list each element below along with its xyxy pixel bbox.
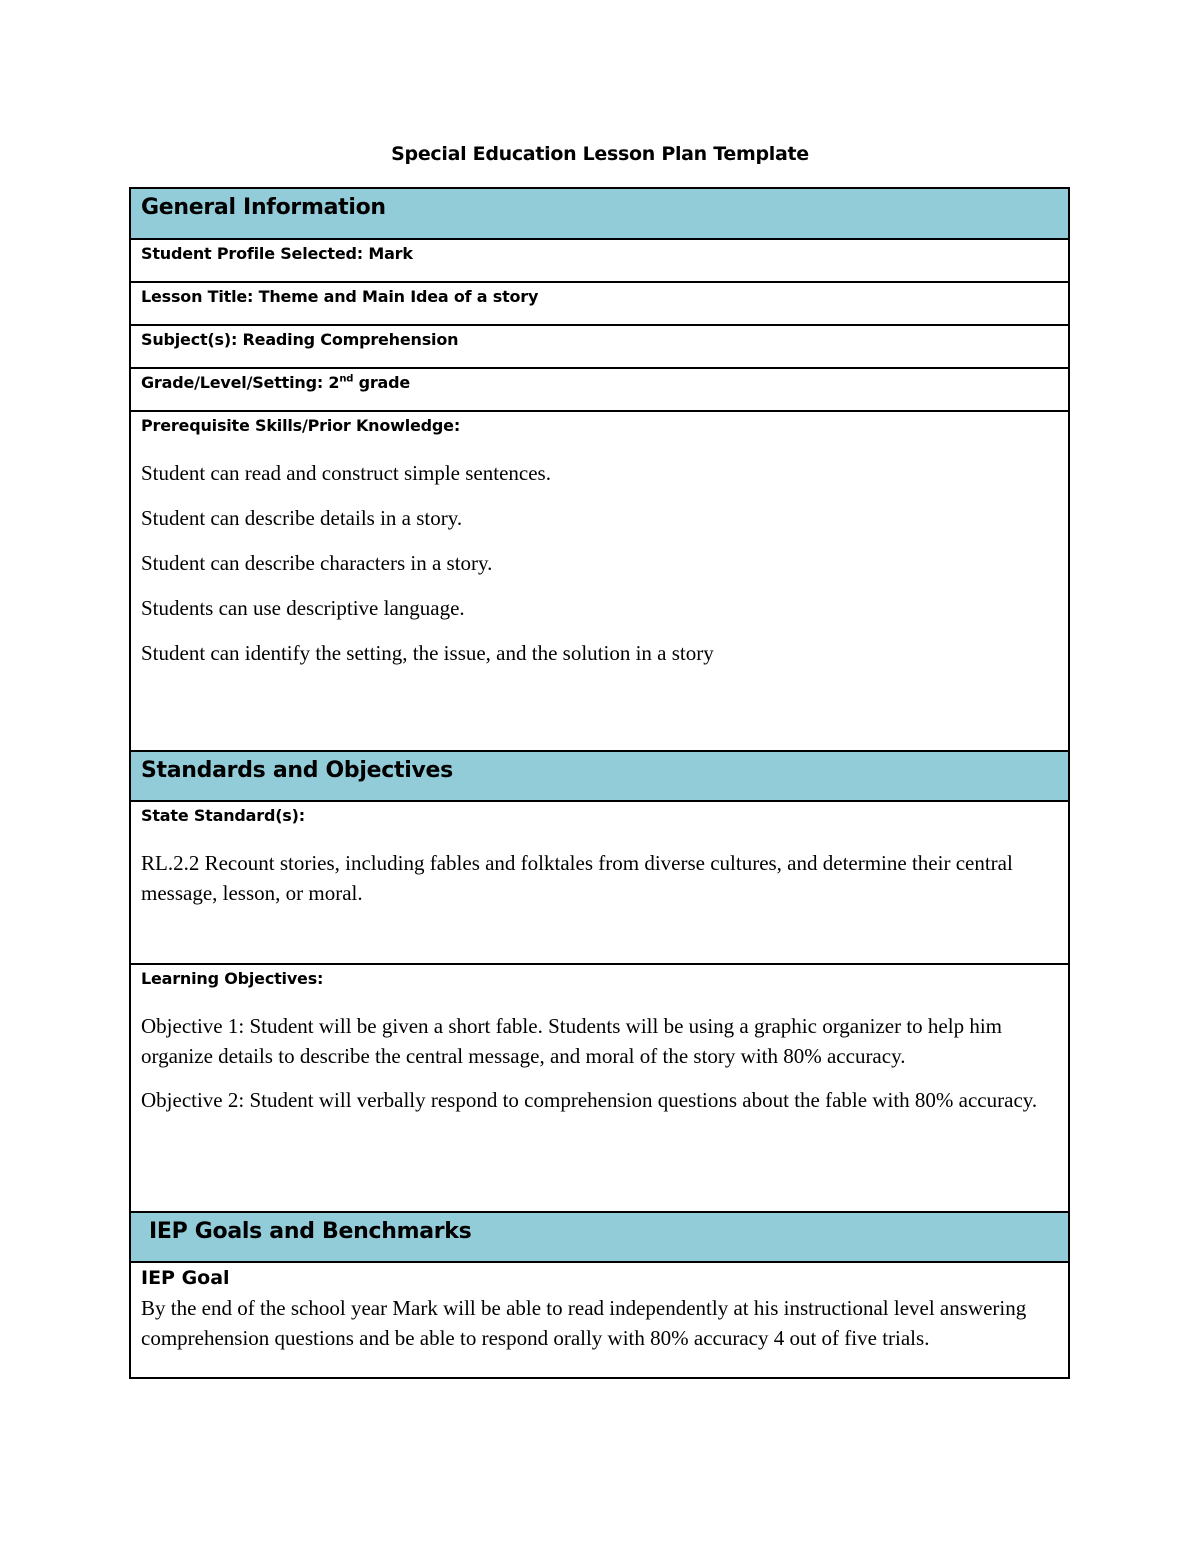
prerequisite-skills-cell bbox=[131, 412, 1068, 752]
objective-1-text: Objective 1: Student will be given a short fable. Students will be using a graphic organizer to help him organize details to describe the central message, and moral of the story with 80% accuracy. bbox=[141, 1014, 1003, 1068]
state-standards-text: RL.2.2 Recount stories, including fables and folktales from diverse cultures, and determine their central message, lesson, or moral. bbox=[141, 851, 1013, 905]
prerequisite-item: Student can read and construct simple sentences. bbox=[141, 461, 551, 485]
section-header-general: General Information bbox=[131, 189, 1068, 240]
lesson-title-field: Lesson Title: Theme and Main Idea of a story bbox=[131, 283, 1068, 326]
iep-goal-text: By the end of the school year Mark will be able to read independently at his instructional level answering comprehension questions and be able to respond orally with 80% accuracy 4 out of five trials. bbox=[141, 1296, 1027, 1350]
prerequisite-list bbox=[141, 458, 1058, 668]
iep-goal-label: IEP Goal bbox=[141, 1267, 230, 1289]
grade-prefix: Grade/Level/Setting: 2 bbox=[141, 373, 340, 392]
subjects-field: Subject(s): Reading Comprehension bbox=[131, 326, 1068, 369]
grade-level-field bbox=[131, 369, 1068, 412]
learning-objectives-label: Learning Objectives: bbox=[141, 969, 324, 988]
objective-2-text: Objective 2: Student will verbally respond to comprehension questions about the fable with 80% accuracy. bbox=[141, 1088, 1038, 1112]
grade-suffix: grade bbox=[353, 373, 411, 392]
section-header-iep: IEP Goals and Benchmarks bbox=[131, 1213, 1068, 1263]
student-profile-field: Student Profile Selected: Mark bbox=[131, 240, 1068, 283]
learning-objectives-cell bbox=[131, 965, 1068, 1213]
document-title: Special Education Lesson Plan Template bbox=[391, 143, 809, 165]
section-header-standards: Standards and Objectives bbox=[131, 752, 1068, 802]
state-standards-cell bbox=[131, 802, 1068, 965]
prerequisite-item: Student can describe characters in a story. bbox=[141, 551, 493, 575]
grade-ordinal-suffix: nd bbox=[339, 373, 354, 385]
prerequisite-item: Student can describe details in a story. bbox=[141, 506, 463, 530]
iep-goal-cell bbox=[131, 1263, 1068, 1377]
prerequisite-item: Student can identify the setting, the issue, and the solution in a story bbox=[141, 641, 714, 665]
lesson-plan-table bbox=[129, 187, 1070, 1379]
prerequisite-label: Prerequisite Skills/Prior Knowledge: bbox=[141, 416, 461, 435]
state-standards-label: State Standard(s): bbox=[141, 806, 305, 825]
prerequisite-item: Students can use descriptive language. bbox=[141, 596, 465, 620]
